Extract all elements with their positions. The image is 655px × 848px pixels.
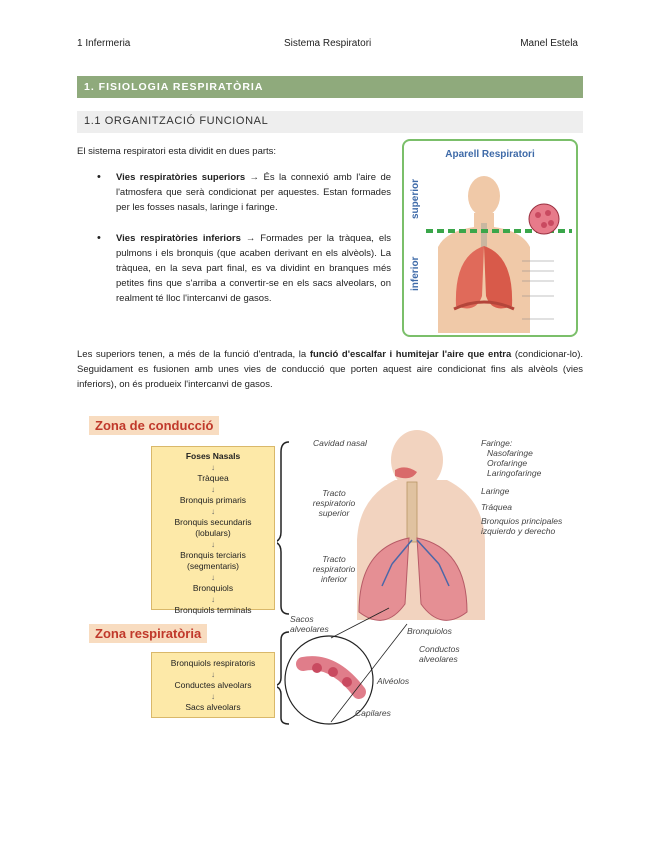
header-author: Manel Estela <box>520 38 578 49</box>
label-alveoli: Alvéolos <box>377 676 410 686</box>
label-nasal-cavity: Cavidad nasal <box>313 438 367 448</box>
label-laryngopharynx: Laringofaringe <box>487 468 542 478</box>
label-capillaries: Capilares <box>355 708 391 718</box>
zones-figure <box>77 410 583 730</box>
list-item: Tràquea <box>197 473 229 483</box>
arrow-down-icon: ↓ <box>211 507 215 516</box>
arrow-down-icon: ↓ <box>211 670 215 679</box>
label-main-bronchi: Bronquios principales izquierdo y derecho <box>481 516 563 536</box>
list-item <box>95 170 391 215</box>
label-nasopharynx: Nasofaringe <box>487 448 533 458</box>
list-item: Sacs alveolars <box>185 702 241 712</box>
bullet-term: Vies respiratòries inferiors <box>116 233 241 244</box>
label-alveolar-ducts: Conductos alveolares <box>419 644 460 664</box>
paragraph-text: (condicionar-lo). Seguidament es fusionen amb unes vies de conducció que porten aquest aire condicionat fins als alvèols (vies inferiors), on és produeix l'intercanvi de gasos. <box>77 349 584 390</box>
label-alveolar-sacs: Sacos alveolares <box>290 614 329 634</box>
bullet-term: Vies respiratòries superiors <box>116 172 246 183</box>
intro-text: El sistema respiratori esta dividit en dues parts: <box>77 146 277 157</box>
header-course: 1 Infermeria <box>77 38 131 49</box>
respiratory-zone-title: Zona respiratòria <box>89 624 207 643</box>
arrow-down-icon: ↓ <box>211 573 215 582</box>
conduction-paragraph <box>77 347 583 392</box>
page-header <box>77 38 578 52</box>
label-bronchioles: Bronquiolos <box>407 626 452 636</box>
conduction-zone-box <box>151 446 275 615</box>
bullet-list <box>95 170 391 322</box>
arrow-down-icon: ↓ <box>211 463 215 472</box>
arrow-down-icon: ↓ <box>211 485 215 494</box>
list-item: Bronquis primaris <box>179 495 247 505</box>
arrow-icon: → <box>240 233 261 244</box>
arrow-down-icon: ↓ <box>211 595 215 604</box>
section-heading: 1. FISIOLOGIA RESPIRATÒRIA <box>77 76 583 98</box>
label-pharynx: Faringe: <box>481 438 513 448</box>
header-topic: Sistema Respiratori <box>284 38 372 49</box>
arrow-down-icon: ↓ <box>211 540 215 549</box>
label-larynx: Laringe <box>481 486 510 496</box>
list-item: Bronquiols <box>192 583 234 593</box>
list-item: Bronquiols terminals <box>174 605 252 615</box>
label-oropharynx: Orofaringe <box>487 458 528 468</box>
subsection-heading: 1.1 ORGANITZACIÓ FUNCIONAL <box>77 111 583 133</box>
body-illustration <box>404 141 576 335</box>
list-item: Bronquis secundaris (lobulars) <box>174 517 252 538</box>
list-item: Conductes alveolars <box>174 680 252 690</box>
arrow-down-icon: ↓ <box>211 692 215 701</box>
list-item <box>95 231 391 306</box>
lower-side-label: inferior <box>410 256 421 291</box>
upper-side-label: superior <box>410 178 421 219</box>
list-item: Bronquis terciaris (segmentaris) <box>180 550 246 571</box>
conduction-zone-title: Zona de conducció <box>89 416 219 435</box>
list-item: Bronquiols respiratoris <box>170 658 256 668</box>
bullet-text: Formades per la tràquea, els pulmons i els bronquis (que acaben derivant en els alvèols). La tràquea, en la seva part final, es va dividint en branques més petites fins que s'arriba a convertir-se en els sacs alveolars, on realment té lloc l'intercanvi de gasos. <box>116 233 392 304</box>
list-item: Foses Nasals <box>185 451 241 461</box>
label-trachea: Tráquea <box>481 502 513 512</box>
bullet-text: És la connexió amb l'aire de l'atmosfera que serà condicionat per aquestes. Estan formades per les fosses nasals, laringe i faringe. <box>116 172 392 213</box>
paragraph-emphasis: funció d'escalfar i humitejar l'aire que entra <box>309 349 512 360</box>
label-lower-tract: Tracto respiratorio inferior <box>312 554 356 584</box>
figure-title: Aparell Respiratori <box>445 149 535 160</box>
label-upper-tract: Tracto respiratorio superior <box>312 488 356 518</box>
paragraph-text: Les superiors tenen, a més de la funció d'entrada, la <box>77 349 310 360</box>
respiratory-system-figure <box>402 139 578 337</box>
respiratory-zone-box <box>151 652 275 718</box>
arrow-icon: → <box>245 172 264 183</box>
